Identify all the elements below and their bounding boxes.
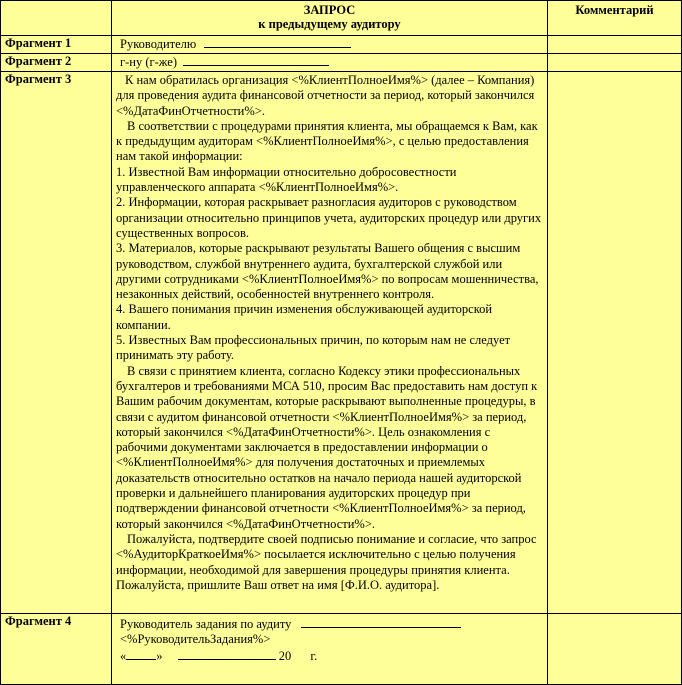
paragraph-intro: К нам обратилась организация <%КлиентПолноеИмя%> (далее – Компания) для проведения аудита финансовой отчетности за период, который закончился <%ДатаФинОтчетности%>. — [116, 73, 535, 118]
fragment-3-row — [1, 72, 682, 614]
fragment-4-label: Фрагмент 4 — [1, 614, 112, 685]
day-blank-line — [126, 648, 156, 660]
list-item-1: 1. Известной Вам информации относительно добросовестности управленческого аппарата <%КлиентПолноеИмя%>. — [116, 164, 457, 195]
paragraph-access: В связи с принятием клиента, согласно Кодексу этики профессиональных бухгалтеров и требованиями МСА 510, просим Вас предоставить нам доступ к Вашим рабочим документам, которые раскрывают выполненные процедуры, в связи с аудитом финансовой отчетности <%КлиентПолноеИмя%> за период, который закончился <%ДатаФинОтчетности%>. Цель ознакомления с рабочими документами заключается в предоставлении информации о <%КлиентПолноеИмя%> для получения достаточных и приемлемых доказательств относительно остатков на начало периода нашей аудиторской проверки и дальнейшего планирования аудиторских процедур при подтверждении финансовой отчетности <%КлиентПолноеИмя%> за период, который закончился <%ДатаФинОтчетности%>. — [116, 363, 538, 531]
fragment-1-row — [1, 36, 682, 54]
fragment-1-comment — [548, 36, 682, 54]
fragment-2-row — [1, 54, 682, 72]
fragment-3-content — [112, 72, 548, 614]
fragment-1-label: Фрагмент 1 — [1, 36, 112, 54]
header-subtitle: к предыдущему аудитору — [258, 17, 401, 31]
manager-label: Руководитель задания по аудиту — [120, 617, 292, 631]
list-item-3: 3. Материалов, которые раскрывают результаты Вашего общения с высшим руководством, службой внутреннего аудита, бухгалтерской службой или другими сотрудниками <%КлиентПолноеИмя%> по вопросам мошенничества, незаконных действий, особенностей внутреннего контроля. — [116, 241, 539, 302]
header-empty-cell — [1, 1, 112, 36]
fragment-2-content — [112, 54, 548, 72]
header-title-cell — [112, 1, 548, 36]
header-comment: Комментарий — [548, 1, 682, 36]
fragment-3-comment — [548, 72, 682, 614]
fragment-2-text: г-ну (г-же) — [120, 55, 177, 69]
year-suffix: г. — [310, 648, 318, 663]
signature-line — [116, 616, 543, 632]
fragment-3-label: Фрагмент 3 — [1, 72, 112, 614]
fragment-1-content — [112, 36, 548, 54]
paragraph-confirm: Пожалуйста, подтвердите своей подписью понимание и согласие, что запрос <%АудиторКраткоеИмя%> посылается исключительно с целью получения информации, необходимой для завершения процедуры принятия клиента. — [116, 531, 537, 577]
header-row — [1, 1, 682, 36]
date-line — [116, 648, 543, 664]
signature-blank-line — [301, 616, 461, 628]
list-item-2: 2. Информации, которая раскрывает разногласия аудиторов с руководством организации относительно принципов учета, аудиторских процедур или других существенных вопросов. — [116, 195, 542, 240]
paragraph-request: В соответствии с процедурами принятия клиента, мы обращаемся к Вам, как к предыдущим аудиторам <%КлиентПолноеИмя%>, с целью предоставления нам такой информации: — [116, 118, 538, 164]
fragment-2-comment — [548, 54, 682, 72]
date-close-quote: » — [156, 648, 163, 663]
month-blank-line — [178, 648, 276, 660]
fragment-2-label: Фрагмент 2 — [1, 54, 112, 72]
year-prefix: 20 — [278, 648, 292, 663]
paragraph-reply: Пожалуйста, пришлите Ваш ответ на имя [Ф.И.О. аудитора]. — [116, 577, 440, 592]
fragment-4-content — [112, 614, 548, 685]
fragment-1-blank-line — [204, 36, 351, 48]
list-item-4: 4. Вашего понимания причин изменения обслуживающей аудиторской компании. — [116, 302, 493, 332]
header-title: ЗАПРОС — [303, 3, 356, 17]
date-open-quote: « — [120, 648, 127, 663]
fragment-4-row — [1, 614, 682, 685]
fragment-2-blank-line — [183, 54, 329, 66]
list-item-5: 5. Известных Вам профессиональных причин, по которым нам не следует принимать эту работу. — [116, 333, 511, 363]
fragment-1-text: Руководителю — [120, 37, 197, 51]
manager-name: <%РуководительЗадания%> — [120, 632, 271, 647]
fragment-4-comment — [548, 614, 682, 685]
